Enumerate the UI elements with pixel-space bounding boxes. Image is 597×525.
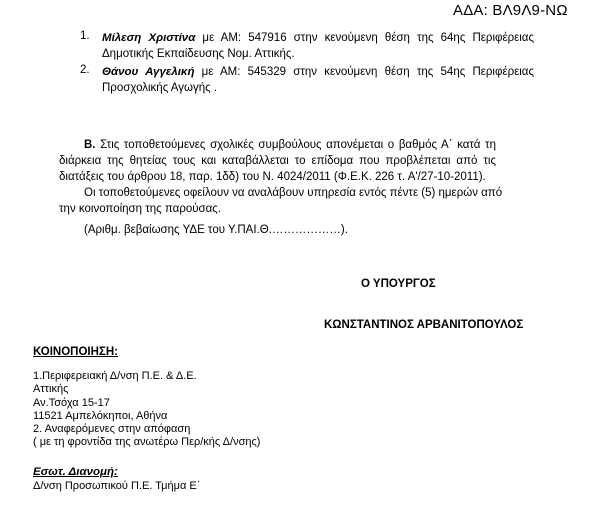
- section-b-line: Οι τοποθετούμενες οφείλουν να αναλάβουν υπηρεσία εντός πέντε (5) ημερών από: [84, 187, 503, 199]
- notification-line: Αν.Τσόχα 15-17: [33, 396, 110, 409]
- signature-title: Ο ΥΠΟΥΡΓΟΣ: [361, 278, 436, 290]
- signature-name: ΚΩΝΣΤΑΝΤΙΝΟΣ ΑΡΒΑΝΙΤΟΠΟΥΛΟΣ: [324, 319, 524, 331]
- budget-certificate: (Αριθμ. βεβαίωσης ΥΔΕ του Υ.ΠΑΙ.Θ.………………).: [84, 224, 348, 236]
- section-b-marker: Β.: [84, 139, 96, 151]
- notification-line: 2. Αναφερόμενες στην απόφαση: [33, 423, 191, 436]
- item-line: [102, 64, 534, 80]
- appointee-name: Θάνου Αγγελική: [102, 66, 195, 78]
- item-number: 1.: [80, 30, 90, 42]
- notification-line: Αττικής: [33, 383, 69, 396]
- notification-line: 11521 Αμπελόκηποι, Αθήνα: [33, 409, 168, 422]
- item-line: [102, 30, 534, 46]
- appointee-name: Μίλεση Χριστίνα: [102, 32, 196, 44]
- item-number: 2.: [80, 64, 90, 76]
- notification-list: [33, 370, 260, 450]
- item-text: με ΑΜ: 547916 στην κενούμενη θέση της 64ης Περιφέρειας: [195, 32, 534, 44]
- item-text: με ΑΜ: 545329 στην κενούμενη θέση της 54ης Περιφέρειας: [194, 66, 534, 78]
- item-line: Προσχολικής Αγωγής .: [102, 82, 218, 94]
- internal-distribution-line: Δ/νση Προσωπικού Π.Ε. Τμήμα Ε΄: [33, 480, 201, 492]
- section-b-line: Β. Στις τοποθετούμενες σχολικές συμβούλους απονέμεται ο βαθμός Α΄ κατά τη: [84, 139, 496, 151]
- section-b-line: διάρκεια της θητείας τους και καταβάλλεται το επίδομα που προβλέπεται από τις: [59, 155, 496, 167]
- internal-distribution-heading: Εσωτ. Διανομή:: [33, 466, 118, 478]
- notification-heading: ΚΟΙΝΟΠΟΙΗΣΗ:: [33, 346, 118, 358]
- section-b-line: την κοινοποίηση της παρούσας.: [59, 203, 222, 215]
- notification-line: 1.Περιφερειακή Δ/νση Π.Ε. & Δ.Ε.: [33, 370, 197, 382]
- section-b-line: διατάξεις του άρθρου 18, παρ. 1δδ) του Ν. 4024/2011 (Φ.Ε.Κ. 226 τ. Α'/27-10-2011).: [59, 171, 486, 183]
- ada-code: ΑΔΑ: ΒΛ9Λ9-ΝΩ: [453, 2, 568, 19]
- notification-line: ( με τη φροντίδα της ανωτέρω Περ/κής Δ/νσης): [33, 436, 261, 449]
- item-line: Δημοτικής Εκπαίδευσης Νομ. Αττικής.: [102, 48, 295, 60]
